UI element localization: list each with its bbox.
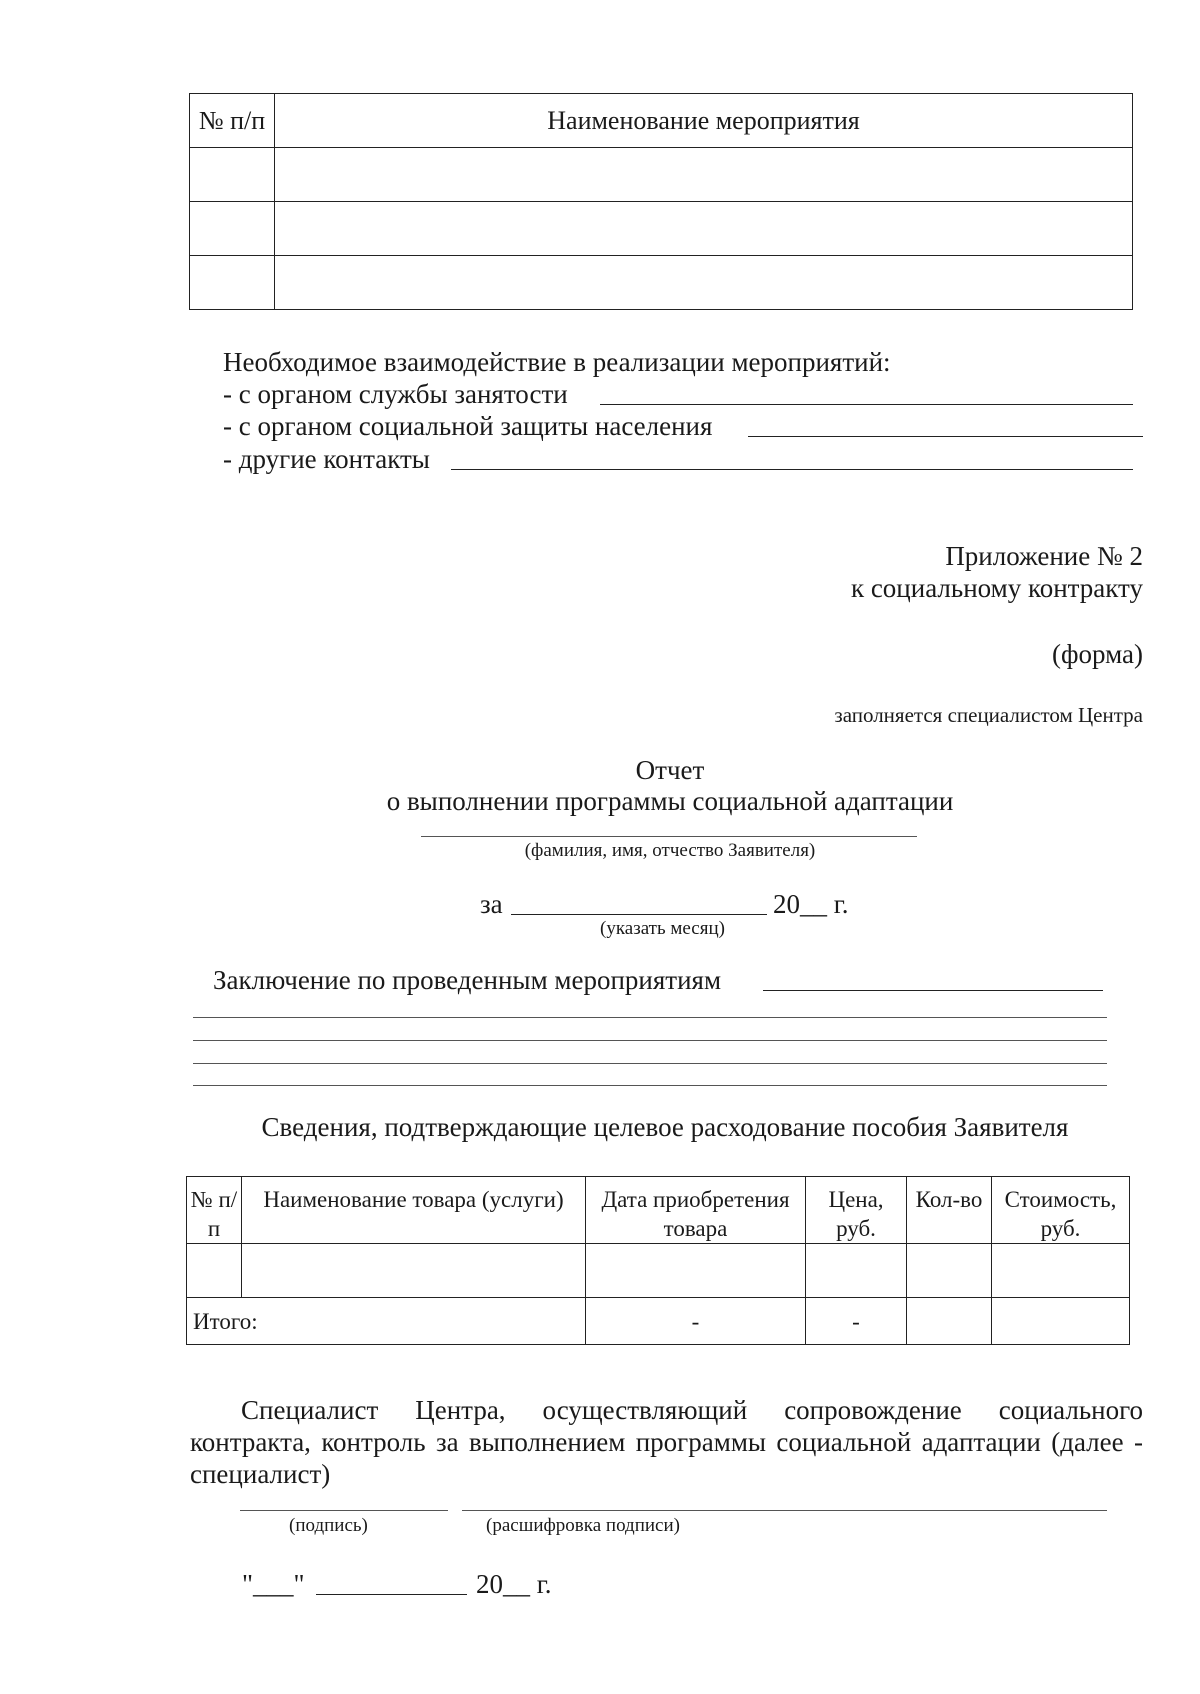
month-caption: (указать месяц)	[600, 918, 725, 939]
activities-table	[189, 93, 1133, 310]
table-header-price: Цена, руб.	[806, 1177, 907, 1244]
filled-by-note: заполняется специалистом Центра	[834, 703, 1143, 727]
table-cell	[190, 202, 275, 256]
interaction-employment: - с органом службы занятости	[223, 379, 568, 409]
interaction-social-protection: - с органом социальной защиты населения	[223, 411, 713, 441]
table-header-number: № п/п	[190, 94, 275, 148]
table-row	[190, 202, 1133, 256]
conclusion-blank-line	[763, 990, 1103, 991]
table-header-number: № п/п	[187, 1177, 242, 1244]
conclusion-line	[193, 1017, 1107, 1018]
appendix-number: Приложение № 2	[945, 541, 1143, 571]
table-row	[190, 256, 1133, 310]
conclusion-label: Заключение по проведенным мероприятиям	[213, 965, 722, 995]
report-title: Отчет	[635, 755, 705, 785]
conclusion-line	[193, 1040, 1107, 1041]
date-month-line	[316, 1594, 467, 1595]
conclusion-line	[193, 1063, 1107, 1064]
applicant-name-line	[421, 836, 917, 837]
month-blank-line	[511, 914, 767, 915]
conclusion-line	[193, 1085, 1107, 1086]
table-cell	[187, 1244, 242, 1298]
table-cell	[190, 256, 275, 310]
signature-line	[240, 1510, 448, 1511]
decoding-line	[462, 1510, 1107, 1511]
table-cell	[242, 1244, 586, 1298]
specialist-text: Специалист Центра, осуществляющий сопровождение социального контракта, контроль за выполнением программы социальной адаптации (далее - специалист)	[190, 1395, 1143, 1489]
applicant-name-caption: (фамилия, имя, отчество Заявителя)	[524, 840, 816, 861]
table-header-date: Дата приобретения товара	[586, 1177, 806, 1244]
table-header-activity: Наименование мероприятия	[275, 94, 1133, 148]
table-cell	[907, 1298, 992, 1345]
table-cell	[275, 148, 1133, 202]
interaction-heading: Необходимое взаимодействие в реализации мероприятий:	[223, 347, 891, 377]
table-cell	[275, 202, 1133, 256]
appendix-contract: к социальному контракту	[850, 573, 1143, 603]
table-cell	[275, 256, 1133, 310]
decoding-caption: (расшифровка подписи)	[486, 1515, 680, 1536]
table-cell	[907, 1244, 992, 1298]
expenses-table	[186, 1176, 1130, 1345]
table-cell	[992, 1244, 1130, 1298]
expenses-heading: Сведения, подтверждающие целевое расходование пособия Заявителя	[261, 1112, 1069, 1142]
interaction-other: - другие контакты	[223, 444, 430, 474]
table-cell	[190, 148, 275, 202]
total-row	[187, 1298, 1130, 1345]
table-cell	[806, 1244, 907, 1298]
report-subtitle: о выполнении программы социальной адаптации	[386, 786, 954, 816]
table-cell	[992, 1298, 1130, 1345]
table-row	[190, 148, 1133, 202]
table-header-quantity: Кол-во	[907, 1177, 992, 1244]
social-protection-blank-line	[748, 436, 1143, 437]
total-price-dash: -	[806, 1298, 907, 1345]
table-cell	[586, 1244, 806, 1298]
table-row	[187, 1244, 1130, 1298]
period-year: 20__ г.	[773, 889, 849, 919]
employment-blank-line	[600, 404, 1133, 405]
table-header-cost: Стоимость, руб.	[992, 1177, 1130, 1244]
date-year: 20__ г.	[476, 1569, 552, 1599]
total-label: Итого:	[187, 1298, 586, 1345]
date-day: "___"	[242, 1569, 305, 1599]
total-date-dash: -	[586, 1298, 806, 1345]
table-header-item: Наименование товара (услуги)	[242, 1177, 586, 1244]
period-prefix: за	[480, 889, 503, 919]
form-label: (форма)	[1052, 639, 1143, 669]
other-contacts-blank-line	[451, 469, 1133, 470]
signature-caption: (подпись)	[289, 1515, 368, 1536]
